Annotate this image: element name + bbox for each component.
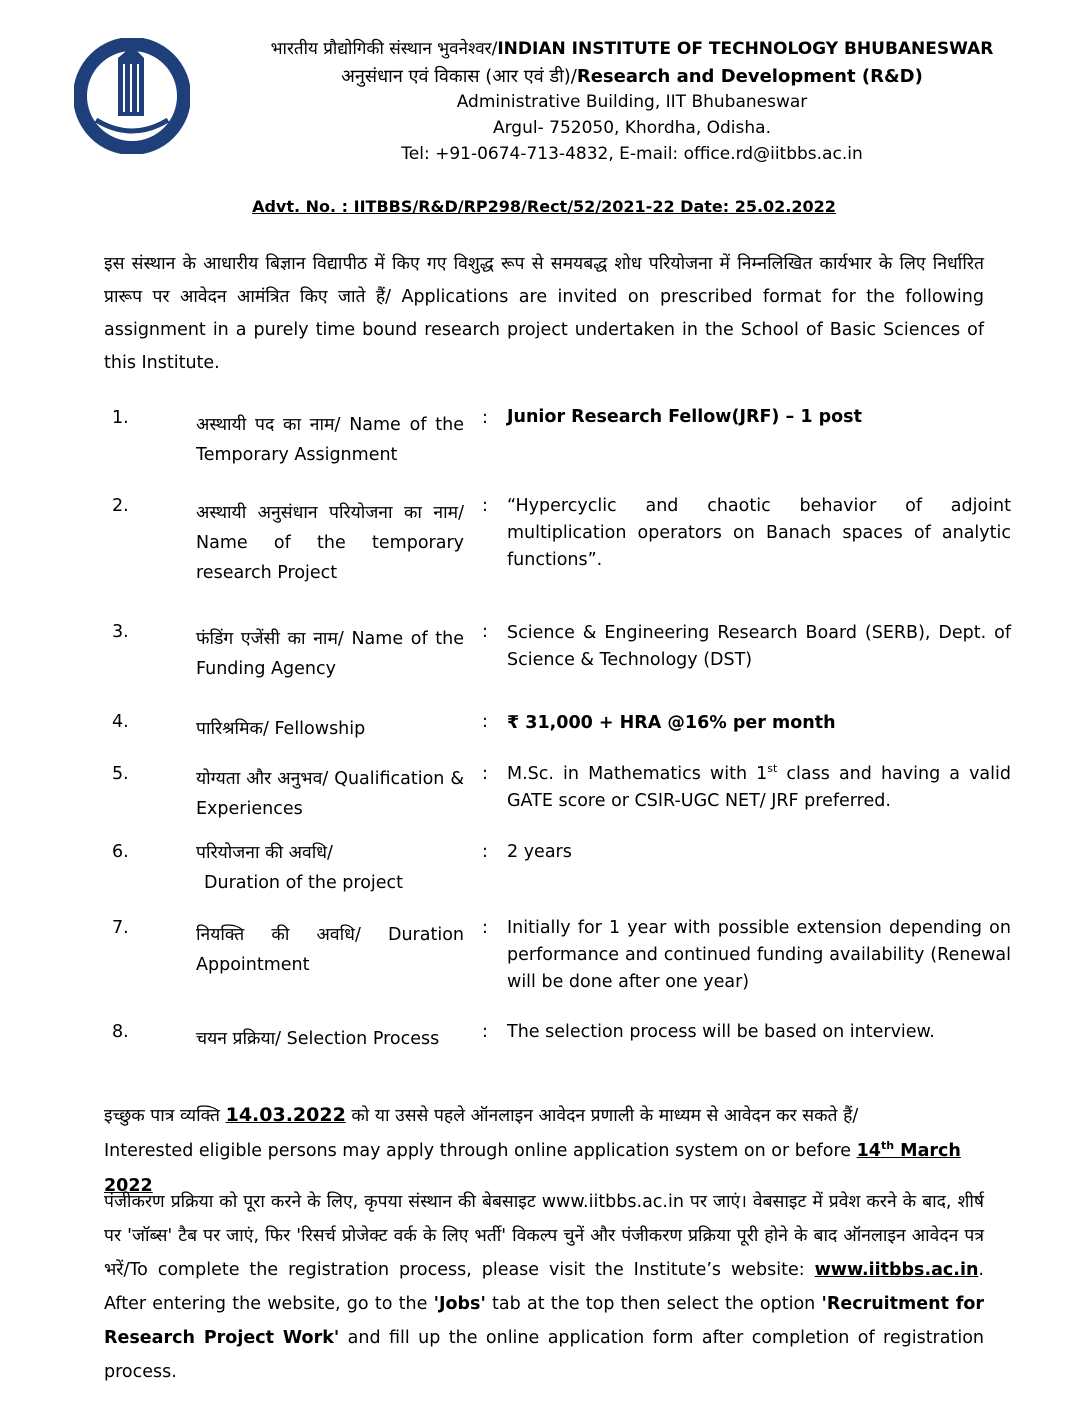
item-colon: : [482,764,488,784]
apply-date-suffix: th [880,1139,895,1153]
item-label: फंडिंग एजेंसी का नाम/ Name of the Funding Agency [196,629,464,679]
item-number: 3. [112,622,129,642]
item-value: The selection process will be based on interview. [507,1022,935,1042]
rd-department [88,64,1088,88]
apply-deadline-hindi [104,1098,984,1134]
apply-hindi-text-end: को या उससे पहले ऑनलाइन आवेदन प्रणाली के माध्यम से आवेदन कर सकते हैं/ [345,1106,859,1126]
item-value: Science & Engineering Research Board (SERB), Dept. of Science & Technology (DST) [507,623,1011,670]
apply-hindi-text: इच्छुक पात्र व्यक्ति [104,1106,226,1126]
item-colon: : [482,1022,488,1042]
apply-date-day: 14 [856,1141,881,1161]
item-number: 1. [112,408,129,428]
item-label: नियक्ति की अवधि/ Duration Appointment [196,925,464,975]
item-colon: : [482,622,488,642]
registration-hindi: पंजीकरण प्रक्रिया को पूरा करने के लिए, कृपया संस्थान की बेबसाइट www.iitbbs.ac.in पर जाएं। वेबसाइट में प्रवेश करने के बाद, शीर्ष पर 'जॉब्स' टैब पर जाएं, फिर 'रिसर्च प्रोजेक्ट वर्क के लिए भर्ती' विकल्प चुनें और पंजीकरण प्रक्रिया पूरी होने के बाद ऑनलाइन आवेदन पत्र भरें/ [104,1192,984,1280]
rd-hindi: अनुसंधान एवं विकास (आर एवं डी)/ [341,66,577,87]
qualification-text-end: class and having a valid GATE score or CSIR-UGC NET/ JRF preferred. [507,764,1011,811]
rd-english: Research and Development (R&D) [576,66,923,87]
item-colon: : [482,842,488,862]
website-link[interactable]: www.iitbbs.ac.in [814,1260,979,1280]
item-label: चयन प्रक्रिया/ Selection Process [196,1029,440,1049]
item-label-english: Duration of the project [204,873,404,893]
institute-name-hindi: भारतीय प्रौद्योगिकी संस्थान भुवनेश्वर/ [270,39,498,59]
recruitment-option-text: 'Recruitment for Research Project Work' [104,1294,984,1348]
qualification-text-start: M.Sc. in Mathematics with 1 [507,764,768,784]
address-line-2: Argul- 752050, Khordha, Odisha. [492,118,771,138]
item-number: 8. [112,1022,129,1042]
item-colon: : [482,918,488,938]
item-number: 2. [112,496,129,516]
registration-english-4: and fill up the online application form after completion of registration process. [104,1328,984,1382]
item-colon: : [482,496,488,516]
apply-english-text: Interested eligible persons may apply through online application system on or before [104,1141,857,1161]
registration-english-3: tab at the top then select the option [485,1294,822,1314]
item-value: 2 years [507,842,572,862]
item-number: 6. [112,842,129,862]
institute-name-english: INDIAN INSTITUTE OF TECHNOLOGY BHUBANESWAR [497,39,994,59]
item-number: 4. [112,712,129,732]
registration-english-2: . After entering the website, go to the [104,1260,984,1314]
contact-line: Tel: +91-0674-713-4832, E-mail: office.rd@iitbbs.ac.in [401,144,863,164]
item-number: 5. [112,764,129,784]
item-label: योग्यता और अनुभव/ Qualification & Experiences [196,769,464,819]
item-label [196,838,464,898]
item-value: ₹ 31,000 + HRA @16% per month [507,713,836,733]
item-value [507,761,1011,815]
item-label: अस्थायी अनुसंधान परियोजना का नाम/ Name of the temporary research Project [196,503,464,583]
apply-date-month: March 2022 [104,1141,961,1196]
item-value: Initially for 1 year with possible extension depending on performance and continued funding availability (Renewal will be done after one year) [507,918,1011,992]
item-colon: : [482,408,488,428]
item-label-hindi: परियोजना की अवधि/ [196,843,333,863]
item-value: “Hypercyclic and chaotic behavior of adjoint multiplication operators on Banach spaces of analytic functions”. [507,496,1011,570]
item-label: पारिश्रमिक/ Fellowship [196,719,366,739]
registration-english-1: To complete the registration process, please visit the Institute’s website: [129,1260,815,1280]
institute-name [88,36,1088,59]
apply-hindi-date: 14.03.2022 [225,1104,346,1126]
ordinal-superscript: st [767,762,778,776]
item-colon: : [482,712,488,732]
intro-paragraph: इस संस्थान के आधारीय बिज्ञान विद्यापीठ में किए गए विशुद्ध रूप से समयबद्ध शोध परियोजना में निम्नलिखित कार्यभार के लिए निर्धारित प्रारूप पर आवेदन आमंत्रित किए जाते हैं/ Applications are invited on prescribed format for the following assignment in a purely time bound research project undertaken in the School of Basic Sciences of this Institute. [104,254,984,373]
jobs-tab-text: 'Jobs' [433,1294,486,1314]
advertisement-number: Advt. No. : IITBBS/R&D/RP298/Rect/52/2021-22 Date: 25.02.2022 [252,197,836,216]
item-number: 7. [112,918,129,938]
item-label: अस्थायी पद का नाम/ Name of the Temporary Assignment [196,415,464,465]
registration-paragraph [104,1185,984,1389]
address-line-1: Administrative Building, IIT Bhubaneswar [456,92,808,112]
item-value: Junior Research Fellow(JRF) – 1 post [507,407,862,427]
